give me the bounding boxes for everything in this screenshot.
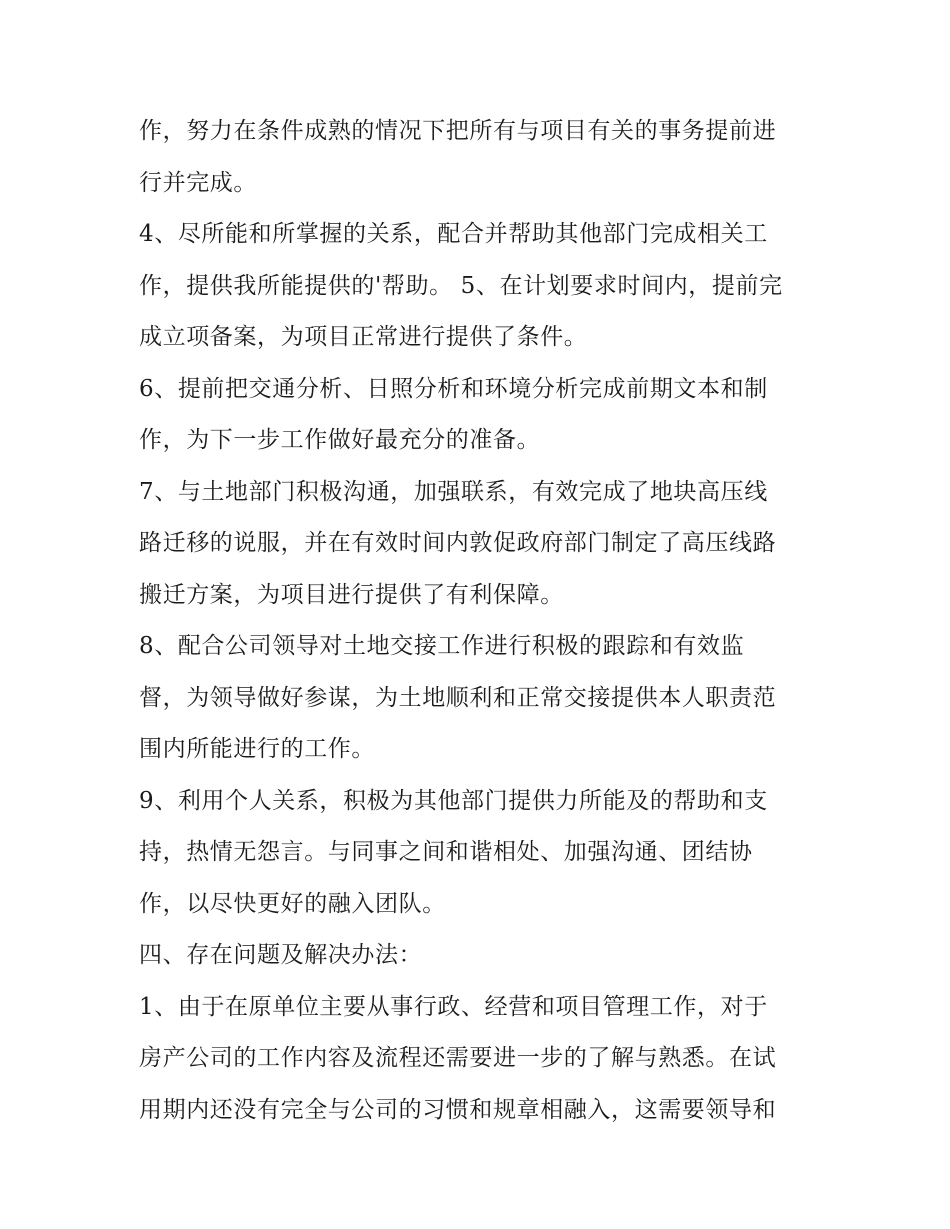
text-line: 8、配合公司领导对土地交接工作进行积极的跟踪和有效监 (139, 633, 745, 659)
section-heading: 四、存在问题及解决办法： (139, 942, 423, 968)
text-line: 围内所能进行的工作。 (139, 736, 375, 762)
text-line: 4、尽所能和所掌握的关系，配合并帮助其他部门完成相关工 (139, 221, 768, 247)
text-line: 作，提供我所能提供的'帮助。 5、在计划要求时间内，提前完 (139, 272, 783, 299)
text-line: 行并完成。 (139, 169, 257, 196)
text-line: 房产公司的工作内容及流程还需要进一步的了解与熟悉。在试 (139, 1045, 777, 1071)
text-line: 1、由于在原单位主要从事行政、经营和项目管理工作，对于 (139, 993, 768, 1020)
text-line: 路迁移的说服，并在有效时间内敦促政府部门制定了高压线路 (139, 530, 777, 556)
text-line: 成立项备案，为项目正常进行提供了条件。 (139, 324, 588, 350)
text-line: 作，为下一步工作做好最充分的准备。 (139, 427, 541, 453)
text-line: 7、与土地部门积极沟通，加强联系，有效完成了地块高压线 (139, 478, 768, 505)
text-line: 6、提前把交通分析、日照分析和环境分析完成前期文本和制 (139, 375, 768, 402)
text-line: 督，为领导做好参谋，为土地顺利和正常交接提供本人职责范 (139, 684, 777, 711)
text-line: 持，热情无怨言。与同事之间和谐相处、加强沟通、团结协 (139, 839, 753, 865)
text-line: 搬迁方案，为项目进行提供了有利保障。 (139, 581, 564, 608)
text-line: 用期内还没有完全与公司的习惯和规章相融入，这需要领导和 (139, 1096, 777, 1123)
text-line: 作，努力在条件成熟的情况下把所有与项目有关的事务提前进 (139, 118, 777, 144)
document-body (139, 106, 839, 1136)
text-line: 作，以尽快更好的融入团队。 (139, 890, 446, 917)
text-line: 9、利用个人关系，积极为其他部门提供力所能及的帮助和支 (139, 787, 768, 814)
